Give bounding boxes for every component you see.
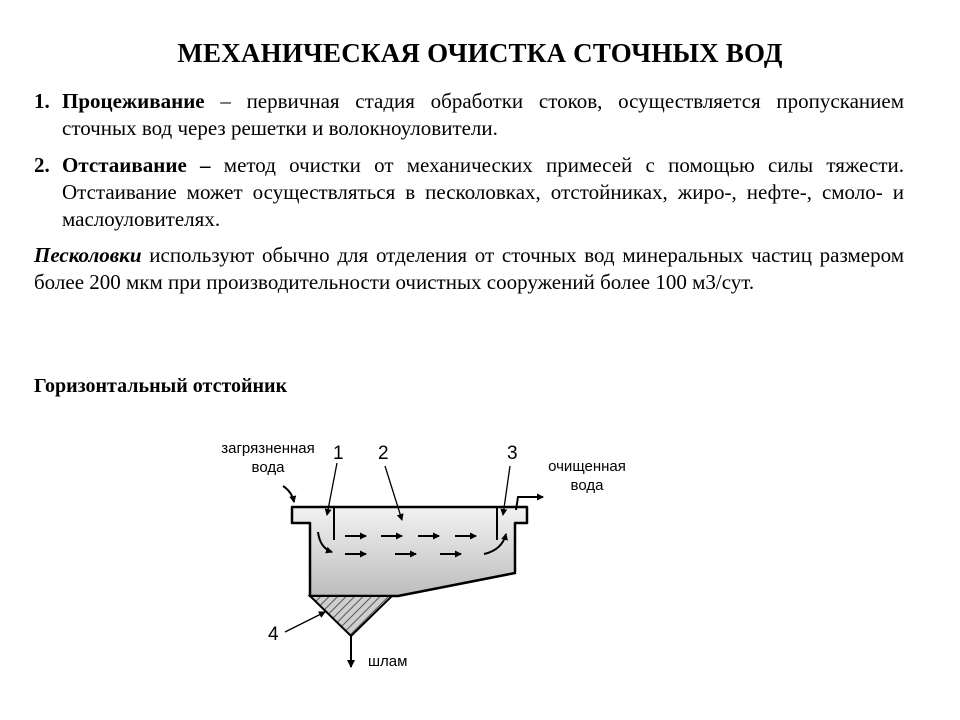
outlet-label-line1: очищенная [548, 458, 626, 475]
item-number: 2. [34, 153, 50, 177]
item-term: Процеживание [62, 89, 205, 113]
paragraph-text: используют обычно для отделения от сточных вод минеральных частиц размером более 200 мкм при производительности очистных сооружений более 100 м3/сут. [34, 243, 904, 294]
number-1-label: 1 [333, 443, 344, 464]
inlet-label-line2: вода [251, 459, 285, 476]
sludge-pit [310, 596, 392, 636]
item-term: Отстаивание – [62, 153, 211, 177]
page-title: МЕХАНИЧЕСКАЯ ОЧИСТКА СТОЧНЫХ ВОД [177, 38, 783, 68]
item-text: метод очистки от механических примесей с помощью силы тяжести. Отстаивание может осуществляться в песколовках, отстойниках, жиро-, нефте-, смоло- и маслоуловителях. [62, 153, 905, 231]
pointer-4 [285, 612, 325, 632]
number-4-label: 4 [268, 624, 279, 645]
sludge-label: шлам [368, 653, 408, 670]
inlet-label-line1: загрязненная [221, 440, 315, 457]
item-number: 1. [34, 89, 50, 113]
inlet-arrow [283, 486, 294, 502]
item-separator: – [204, 89, 247, 113]
number-3-label: 3 [507, 443, 518, 464]
number-2-label: 2 [378, 443, 389, 464]
item-text: первичная стадия обработки стоков, осуществляется пропусканием сточных вод через решетки и волокноуловители. [62, 89, 905, 140]
section-heading: Горизонтальный отстойник [34, 375, 288, 397]
outlet-label-line2: вода [570, 477, 604, 494]
paragraph-term: Песколовки [34, 243, 142, 267]
